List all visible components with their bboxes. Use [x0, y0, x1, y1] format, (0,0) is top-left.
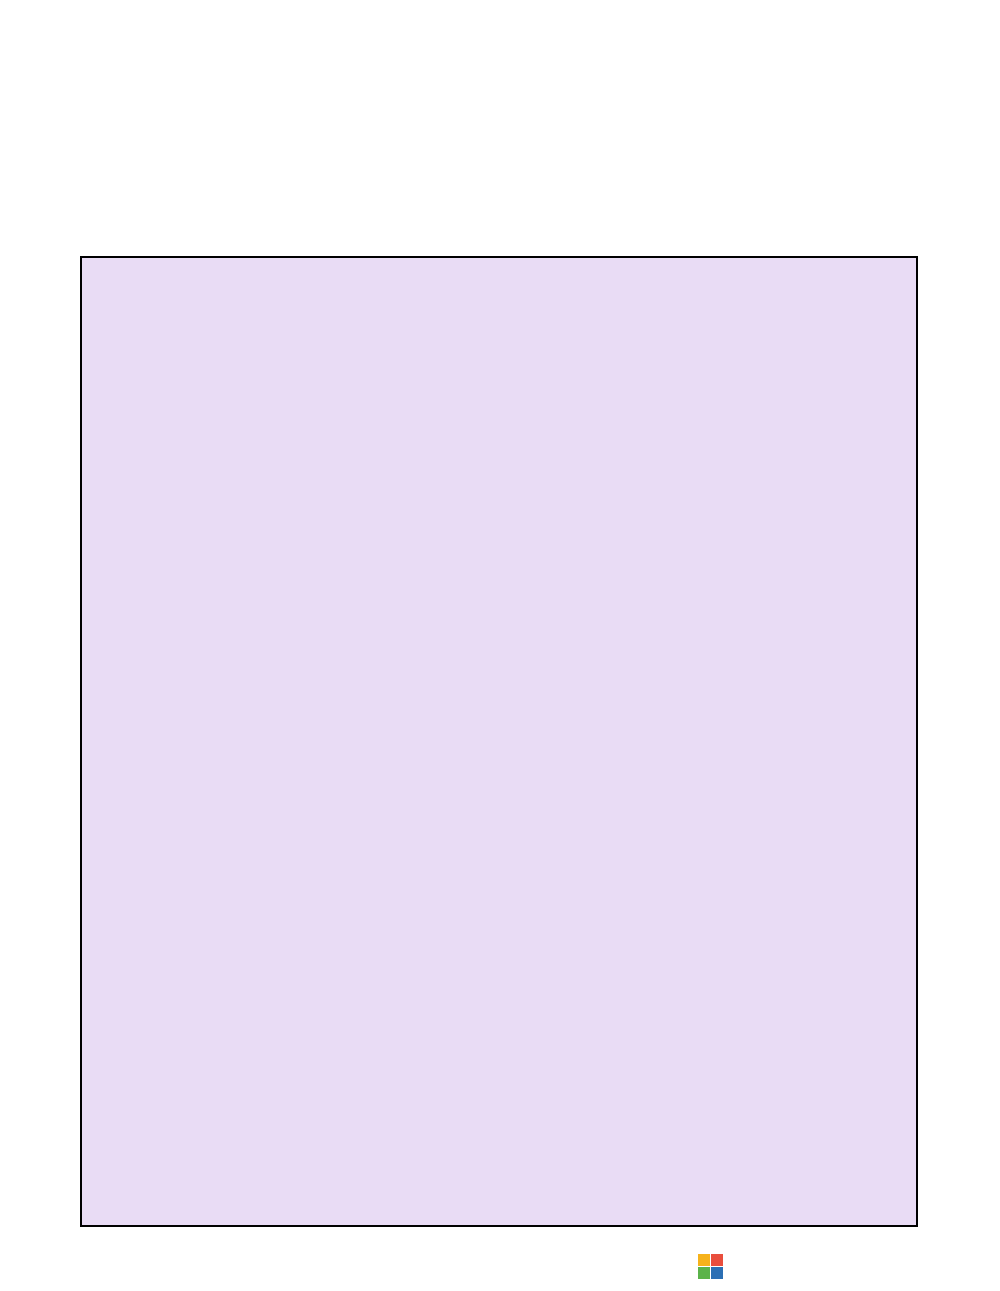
brand-logo — [698, 1254, 724, 1280]
logo-icon — [698, 1254, 724, 1280]
activity-table — [80, 256, 918, 1227]
